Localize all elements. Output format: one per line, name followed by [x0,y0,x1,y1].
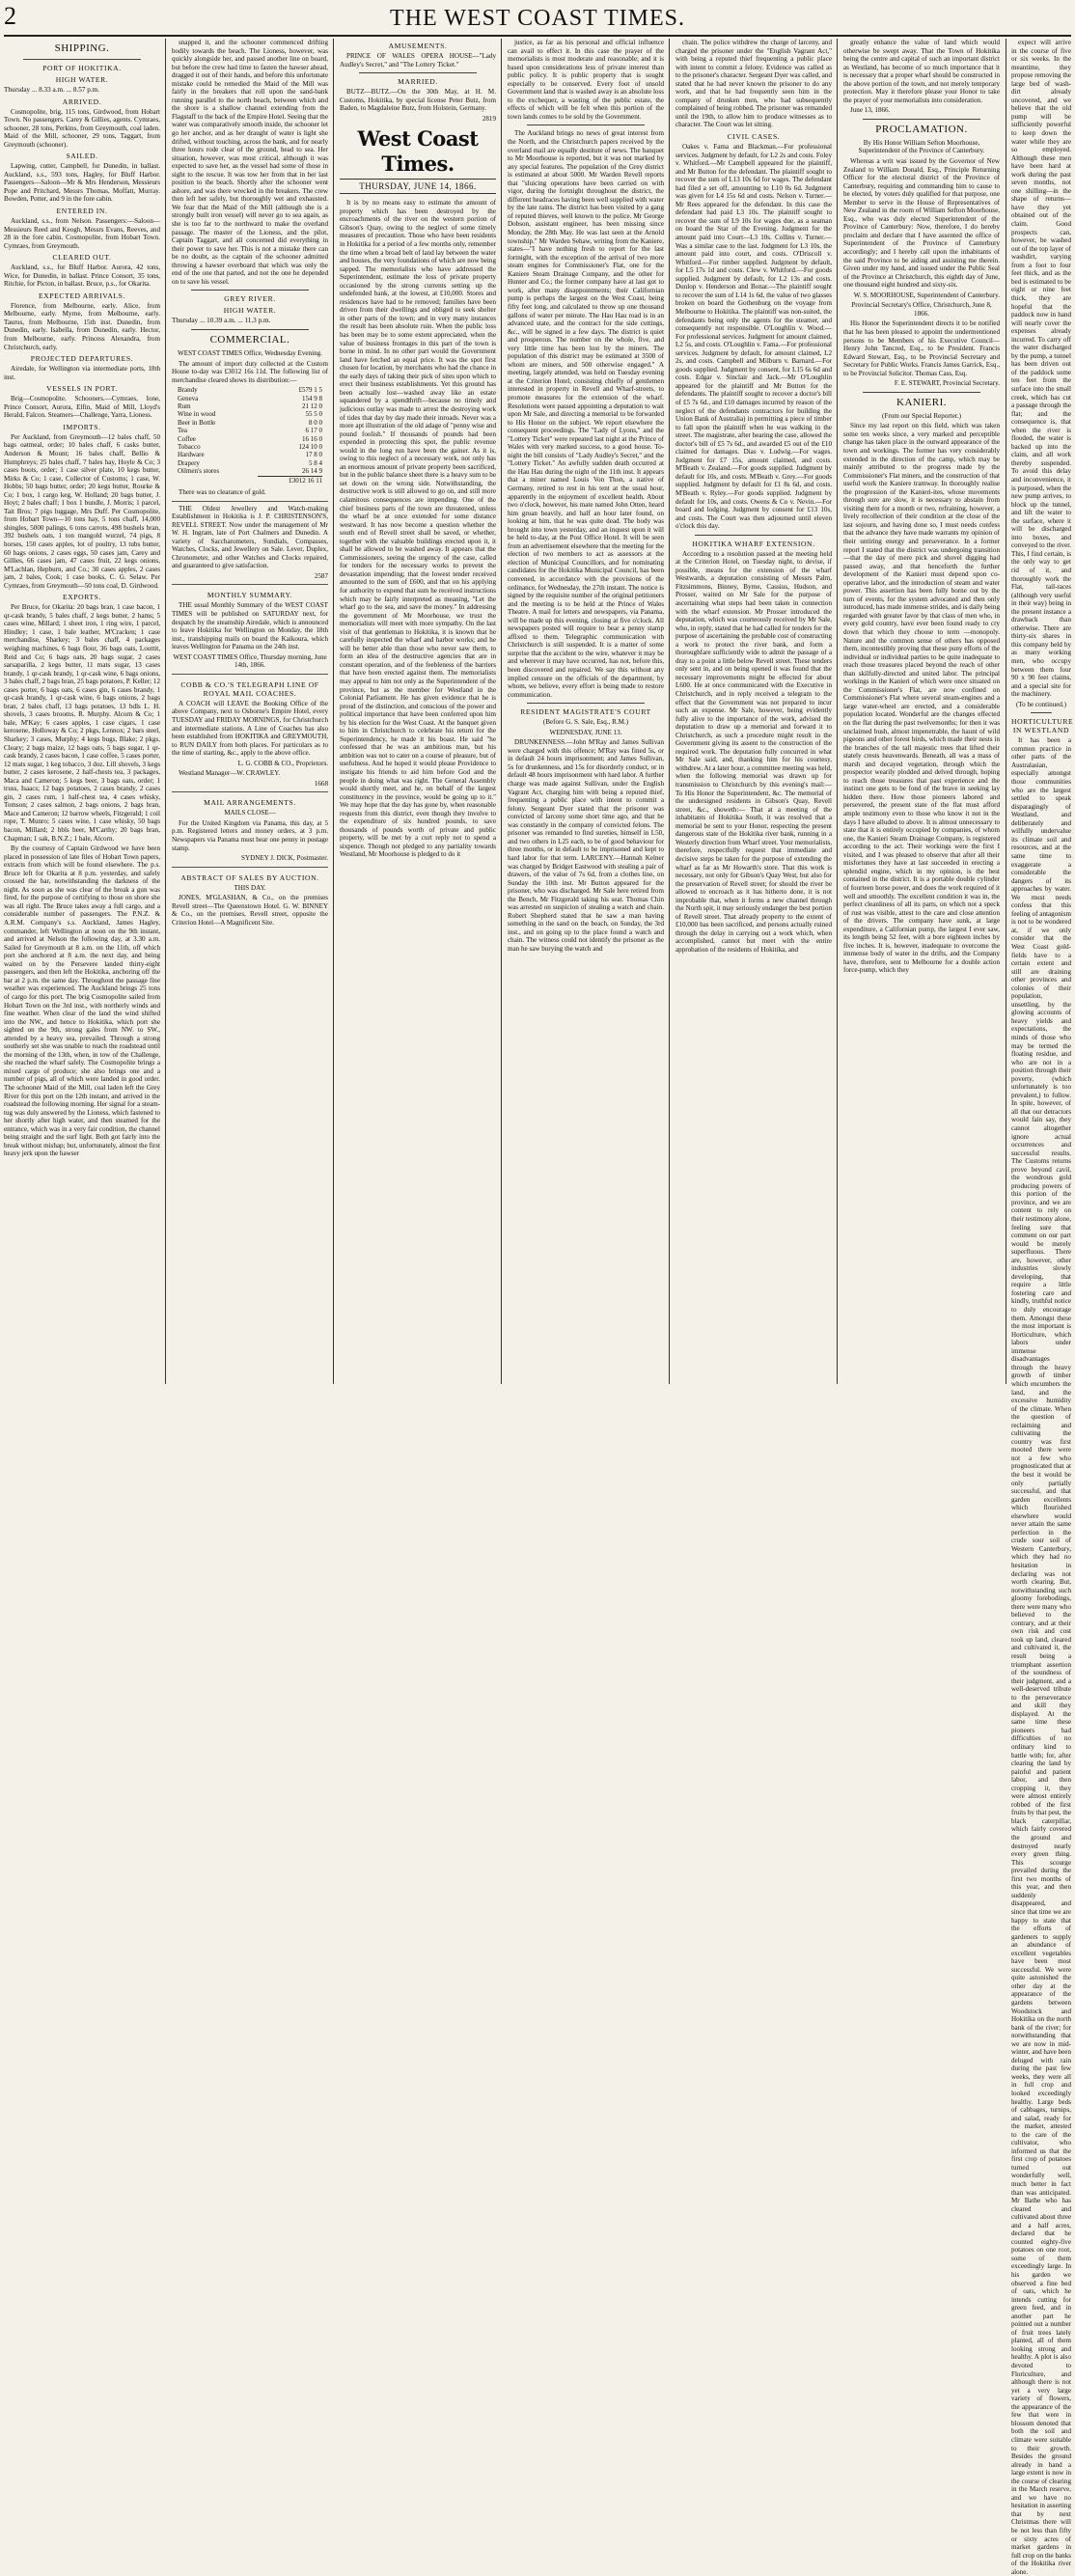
kanieri-continued: expect will arrive in the course of five or six weeks. In the meantime, they propose removing the large bed of wash-dirt already uncovered, and we believe that the old pump will be sufficiently powerful to keep down the water while they are so employed. Although these men have been hard at work during the past seven months, not one shilling—in the shape of returns—have they yet obtained out of the claim. Good prospects can, however, be washed out of the top layer of washdirt, varying from a foot to four feet thick, and as the bed is estimated to be eight or nine feet thick, they are hopeful that the paddock now in hand will nearly cover the expenses already incurred. To carry off the water discharged by the pump, a tunnel has been driven out of the paddock some ten feet from the surface into the small creek, which has cut a passage through the flat; and the consequence is, that when the river is flooded, the water is backed up into the claim, and all work thereby suspended. To avoid this delay and inconvenience, it is purposed, when the new pump arrives, to block up the tunnel, and lift the water to the surface, where it will be discharged into boxes, and conveyed to the river. This, I find certain, is the only way to get rid of it, and thoroughly work the Flat, tail-races (although very useful in their way) being in the present instance a drawback than otherwise. There are thirty-six shares in this company held by as many working men, who occupy between them four 90 x 90 feet claims, and a special site for the machinery. [1011,39,1071,699]
commercial-office: WEST COAST TIMES Office, Wednesday Evening. [178,348,322,357]
proclamation-by: By His Honor William Sefton Moorhouse, Superintendent of the Province of Canterbury. [858,138,985,155]
proclamation-text: Whereas a writ was issued by the Governor of New Zealand to William Donald, Esq., Principle Returning Officer for the electoral district of the Province of Canterbury, requiring and commanding him to cause to be elected, by voters duly qualified for that purpose, one Member to serve in the House of Representatives of New Zealand in the room of William Sefton Moorhouse, Esq., who was duly elected Superintendent of the Province of Canterbury: Now, therefore, I do hereby proclaim and declare that I have assented the office of Superintendent of the Province of Canterbury accordingly; and I hereby call upon the inhabitants of the said Province to be aiding and assisting me therein. Given under my hand, and issued under the Public Seal of the Province at Christchurch, this eighth day of June, one thousand eight hundred and sixty-six. [843,157,1000,290]
paper-title: THE WEST COAST TIMES. [390,6,685,31]
sailed-text: Lapwing, cutter, Campbell, for Dunedin, in ballast. Auckland, s.s., 593 tons, Hagley, for Bluff Harbor. Passengers—Saloon—Mr & Mrs Henderson, Messieurs Pope and Pritchard, Messrs Thomas, Moffatt, Murray. Bowden, Potter, and 9 in the fore cabin. [4,162,160,204]
columns [4,39,1074,2576]
secretary-text: His Honor the Superintendent directs it to be notified that he has been pleased to appoint the undermentioned persons to be Members of his Executive Council— Henry John Tancred, Esq., to be President. Francis Edward Stewart, Esq., to be Provincial Secretary and Secretary for Public Works. Francis James Garrick, Esq., to be Provincial Solicitor. Thomas Cass, Esq. [843,319,1000,377]
shipping-heading: SHIPPING. [54,42,110,54]
duty-value: 55 5 0 [305,410,322,419]
monthly-signature: WEST COAST TIMES Office, Thursday morning, June 14th, 1866. [173,652,327,670]
kanieri-text: Since my last report on this field, which was taken some ten weeks since, a very marked and perceptible change has taken place in the outward appearance of the town and workings. The former has very considerably extended in the direction of the camp, which may be mainly attributed to the progress made by the Commissioner's Flat miners, and the construction of that useful work the Kaniere tramway. In thoroughly realise the progression of the Kanieri-ites, whose movements through sure are slow, it is necessary to abstain from visiting them for a month or two, refraining, however, a lively recollection of their condition at the close of the last sojourn, and having done so, I must needs confess that the advance they have made warrants my opinion of their untiring energy and perseverance. In a former report I stated that the district was undergoing transition—that the day of mere pick and shovel digging had passed away, and that henceforth the further development of the Kanieri must depend upon co-operative labor, and the introduction of steam and water power. This assertion has been fully borne out by the turn of events, for the system advocated and then only introduced, has made immense strides, and is daily being regarded with greater favor by that class of men who, in every gold country, have ever been found ready to cry down that which they choose to term —monopoly. Nature and the common sense of others has opposed them, incontestibly proving that these puny efforts of the individual or individual parties to be quite inadequate to reach those treasures placed beyond the reach of other than skilfully-directed and united labor. The principal workings in the Kanieri of which were once situated on the Commissioner's Flat, are now confined on Commissioner's Flat where several steam-engines and a large water-wheel are erected, and a considerable population located. Wonderful are the changes effected on the flat during the past twelvemonths; for then it was unclaimed bush, almost impenetrable, the haunt of wild pigeons and other forest birds, which made their nests in the branches of the tall majestic trees that lifted their stately crests heavenwards. Beneath, all was a mass of marsh and decayed vegetation, through which the prospector wearily plodded and delved through, hoping to reach those treasures that past experience and the instinct one gets to be fond of the brave in seeking lay hidden there. How those pioneers labored and persevered, the present state of the flat must afford ample testimony even to those who know it not in the days I have alluded to above. It is almost unnecessary to state that it is entirely occupied by companies, of whom one, the Kanieri Steam Drainage Company, is registered according to the act. Their workings were the first I visited, and I was pleased to observe that after all their misfortunes they have at last succeeded in erecting a splendid engine, which in my opinion, is the best contained in the district. It is a portable double cylinder of fourteen horse power, and does the work required of it well and smoothly. The excellent condition it was in, the perfect cleanliness of all its parts, on which not a speck of rust was visible, attest to the care and close attention of the drivers. The company have sunk, at large expenditure, a Californian pump, the largest I ever saw, its length being 52 feet, with a bore eighteen inches by five inches. It is, however, inadequate to overcome the immense body of water in the drifts, and the Company have, therefore, sent to Melbourne for a double action force-pump, which they [843,422,1000,975]
divider [191,329,309,330]
civil-cases-heading: CIVIL CASES. [727,132,781,142]
leader-continued: justice, as far as his personal and official influence can avail to effect it. In this case the prayer of the memorialists is most moderate and reasonable; and it is based upon considerations less of private interest than public policy. It is public property that is sought especially to be conserved. Every foot of unsold Government land that is washed away is an absolute loss to the exchequer, a wasting of the public estate, the effects of which will be felt when this portion of the town lands comes to be sold by the Government. [508,39,664,121]
divider [1031,712,1052,713]
duty-row [178,410,322,418]
monthly-heading: MONTHLY SUMMARY. [207,591,293,600]
divider [695,535,813,536]
inport-text: Brig—Cosmopolite. Schooners.—Cymraes, Ione, Prince Consort, Aurora, Elfin, Maid of Mill, Lloyd's Herald, Falcon. Steamers—Challenge, Yarra, Lioness. [4,395,160,420]
court-heading: RESIDENT MAGISTRATE'S COURT [520,707,651,717]
married-heading: MARRIED. [398,77,438,87]
duty-item: Drapery [178,458,200,467]
duty-item: Geneva [178,394,199,402]
divider [359,72,477,73]
commercial-text: The amount of import duty collected at the Custom House to-day was £3012 16s 11d. The following list of merchandise cleared shows its distribution:— [172,359,328,384]
cleared-text: Auckland, s.s., for Bluff Harbor. Aurora, 42 tons, Wice, for Dunedin, in ballast. Prince Consort, 35 tons, Ritchie, for Picton, in ballast. Bruce, p.s., for Okarita. [4,263,160,289]
column-news [508,39,664,1384]
column-shipping [4,39,160,1384]
exports-text: Per Bruce, for Okarita: 20 bags bran, 1 case bacon, 1 qr-cask brandy, 5 bales chaff, 2 kegs butter, 2 hams; 5 cases wine, Millard; 1 sheet iron, 1 ring wire, 1 parcel, Hindley; 1 case, 1 bale leather, M'Cracken; 1 case merchandise, Sharkey; 3 bales chaff, 4 packages weighing machines, 6 bags flour, 36 bags oats, Louttit, Reid and Co; 6 bags oats, 20 bags sugar, 2 cases sarsaparilla, 2 kegs butter, 11 mats sugar, 13 cases brandy, 1 qr-cask brandy, 1 qr-cask wine, 6 bags onions, 3 bales chaff, 2 bags bran, 25 bags potatoes, P. Keller; 12 cases porter, 6 bags oats, 6 cases gin, 6 cases brandy, 1 qr-cask brandy, 1 qr-cask wine, 6 bags onions, 2 bags bran, 2 bales chaff, 13 bags potatoes, 13 bdls L. H. shovels, 3 cases brooms, R. Murphy. Alcorn & Co; 1 bale, M'Kay; 6 cases apples, 1 case cigars, 1 case kerosene, Holloway & Co; 2 pkgs, Lennox; 2 bars steel, Sharkey; 3 cases, Murphy; 4 kegs bugs, Blake; 2 pkgs, Cleary; 2 bags maize, 12 bags oats, 5 bags sugar, 1 qr-cask brandy, 2 cases bacon, 1 case coffee, 5 cases porter, 12 mats sugar, 1 keg tobacco, 3 doz. Lill shovels, 3 kegs butter, 2 cases kerosene, 2 half-chests tea, 3 packages, Maca and Cameron; 5 kegs beer, 3 bags oats, order; 1 truss, Isaacs; 12 bags potatoes, 2 cases brandy, 2 cases gin, 2 cases rum, 1 half-chest tea, 4 cases whisky, Tomson; 2 cases salmon, 2 bags onions, 2 bags bran, Mace and Cameron; 12 barrow wheels, Fitzgerald; 1 coil rope, T. Munro; 5 cases wine, 1 case whisky, 50 bags bacon, Millard; 2 bbls beer, M'Carthy; 20 bags bran, Chapman; 1 sak, B.N.Z.; 1 bale, Alcorn. [4,603,161,843]
cobb-text: A COACH will LEAVE the Booking Office of the above Company, next to Osborne's Empire Hotel, every TUESDAY and FRIDAY MORNINGS, for Christchurch and intermediate stations. A Line of Coaches has also been established from HOKITIKA and GREYMOUTH, to RUN DAILY from both places. For particulars as to the time of starting, &c., apply to the above office. [172,699,328,758]
jewellery-advert [172,501,328,581]
high-water-times: Thursday ... 8.33 a.m. ... 8.57 p.m. [4,86,100,94]
monthly-summary-advert [172,584,328,669]
court-subheading: (Before G. S. Sale, Esq., R.M.) [542,718,629,727]
cleared-label: CLEARED OUT. [52,253,112,263]
duty-row [178,402,322,410]
commercial-heading: COMMERCIAL. [209,333,290,346]
column-rule [165,39,166,1384]
duty-item: Oilmen's stores [178,467,220,476]
horticulture-text: It has been a common practice in other parts of the Australasian, especially amongst those communities who are the largest settled to speak disparagingly of Westland, and deliberately and wilfully undervalue its climate soil and resources, and at the same time to exaggerate a considerable the dangers of its approaches by water. We must needs confess that this feeling of antagonism is not to be wondered at, if we only consider that the West Coast gold-fields have to a certain extent and still are draining other provinces and colonies of their population, unsettling, by the glowing accounts of heavy yields and expectations, the minds of those who may be termed the floating residue, and who are not in a position through their poverty, (which unfortunately is too prevalent,) to follow. In spite, however, of all that our detractors would fain say, they cannot altogether ignore actual occurrences and successful results. The Customs returns prove beyond cavil, the wondrous gold producing powers of this portion of the province, and we are content to rely on their testimony alone, feeling sure that comment on our part would be merely superfluous. There are, however, other industries slowly developing, that require a little fostering care and kindly, truthful notice to duly encourage them. Amongst these the most important is Horticulture, which labors under immense disadvantages through the heavy growth of timber which encumbers the land, and the excessive humidity of the climate. When the question of reclaiming and cultivating the country was first mooted there were not a few who prognosticated that at the best it would be only partially successful, and that garden excellents which flourished elsewhere would never attain the same perfection in the crude sour soil of Western Canterbury, which they had no hesitation in declaring was not worth clearing. But, notwithstanding such gloomy forebodings, there were many who believed to the contrary, and at their own risk and cost took up land, cleared and cultivated it, the result being a triumphant assertion of the soundness of their judgment, and a well-deserved tribute to the perseverance and skill they displayed. At the same time these pioneers had difficulties of no ordinary kind to battle with; for, after clearing the land by painful and patient labor, and then cropping it, they were almost entirely robbed of the first fruits by that pest, the black caterpillar, which fairly covered the ground and destroyed nearly every green thing. This scourge prevailed during the first two months of this year, and then suddenly disappeared, and since that time we are happy to state that the efforts of gardeners to supply an abundance of excellent vegetables have been most successful. We were quite astonished the other day at the appearance of the gardens between Woodstock and Hokitika on the north bank of the river; for notwithstanding that we are now in mid-winter, and have been deluged with rain during the past few weeks, they were all in full crop and looked exceedingly healthy. Large beds of cabbages, turnips, and salad, ready for the market, attested to the care of the cultivator, who informed us that the first crop of potatoes turned out wonderfully well, much better in fact than was anticipated. Mr Bathe who has cleared and cultivated about three and a half acres, declared that he counted eighty-five potatoes on one root, some of them exceedingly large. In his garden we observed a fine bed of oats, which he intends cutting for green feed, and in another part he pointed out a number of fruit trees lately planted, all of them looking strong and healthy. A plot is also devoted to Floriculture, and although there is not yet a very large variety of flowers, the appearance of the few that were in blossom denoted that both the soil and climate were suitable to their growth. Besides the ground already in hand a large extent is now in the course of clearing in the March reserve, and we have no hesitation in asserting that by next Christmas there will be not less than fifty or sixty acres of market gardens in full crop on the banks of the Hokitika river alone. [1011,736,1071,2576]
duty-total: £3012 16 11 [258,476,322,485]
shipping-continued: snapped it, and the schooner commenced drifting bodily towards the beach. The Lioness, however, was quickly alongside her, and passed another line on board, but before the crew had time to fasten the hawser ahead, dragged it out of their hands, and before this unfortunate mistake could be remedied the Maid of the Mill was fairly in the breakers that roll upon the sand-bank running parallel to the north beach, between which and the shore is a shallow channel extending from the Flagstaff to the back of the Empire Hotel. Seeing that the water was comparatively smooth inside, the schooner let go her anchor, and as her draught of water is light she drifted, without touching, across the bank, and for nearly three hours rode clear of the ground, head to sea. Her situation, however, was most critical, although it was expected to save her, as the vessel had some of those in sight to the rescue. It was tow her from that in her last position to the beach. Shortly after the schooner went ashore, and was there wrecked in the breakers. The crew then left her safely, but thoroughly wet and exhausted. We fear that the Maid of the Mill (although she is a strongly built iron vessel) will never go to sea again, as she is too far to the northward to make the overland passage. The master of the Lioness, and the pilot, Captain Taggart, and all concerned did everything in their power to save her. This is not a mistake there can be no doubt, as the captain of the schooner admitted throwing a hawser overboard that which was only the end of the one that parted, and not the one he depended on to save his vessel. [172,39,328,286]
jewellery-text: THE Oldest Jewellery and Watch-making Establishment in Hokitika is J. P. CHRISTENSON'S, REVELL STREET. Now under the management of Mr W. H. Ingram, late of Port Chalmers and Dunedin. A variety of Saccharometers, Sundials, Compasses, Watches, Clocks, and Jewellery on Sale. Lever, Duplex, Chronometer, and other Watches and Clocks repaired, and guaranteed to give satisfaction. [172,504,328,570]
mail-heading: MAIL ARRANGEMENTS. [204,798,296,808]
secretary-heading: Provincial Secretary's Office, Christchurch, June 8, 1866. [851,301,992,318]
amusements-heading: AMUSEMENTS. [388,42,448,50]
duty-item: Rum [178,402,191,410]
court-continued: chain. The police withdrew the charge of larceny, and charged the prisoner under the "English Vagrant Act," with being a reputed thief frequenting a public place with intent to commit a felony. Evidence was called as to the prisoner's character. Sergeant Dyer was called, and stated that he had never known the prisoner to do any work, and that he had frequently seen him in the company of drunken men, who had subsequently complained of being robbed. The prisoner was remanded until the 19th, to allow him to produce witnesses as to character. The Court was let sitting. [675,39,832,129]
no-clearance-note: There was no clearance of gold. [179,488,266,497]
arrived-text: Cosmopolite, brig, 115 tons, Girdwood, from Hobart Town. No passengers. Carey & Gillies, agents. Cymraes, schooner, 28 tons, Perkins, from Greymouth, coal laden. Maid of the Mill, schooner, 29 tons, Taggart, from Greymouth (schooner). [4,107,160,149]
cobb-manager: Westland Manager—W. CRAWLEY. [179,769,281,778]
cobb-number: 1668 [314,779,328,788]
divider [527,703,645,704]
page-number: 2 [4,2,16,30]
issue-date: THURSDAY, JUNE 14, 1866. [340,179,496,194]
duty-item: Wine in wood [178,410,216,419]
expected-label: EXPECTED ARRIVALS. [39,291,125,300]
duty-value: 26 14 9 [302,467,322,476]
projected-label: PROJECTED DEPARTURES. [30,354,134,364]
shipping-news: By the courtesy of Captain Girdwood we have been placed in possession of late files of Hobart Town papers, extracts from which will be found elsewhere. The p.s. Bruce left for Okarita at 8 p.m. yesterday, and safely crossed the bar, notwithstanding the darkness of the night. As soon as she was clear of the break a gun was fired, for the purpose of certifying to those on shore she was all right. The Bruce takes away a full cargo, and a considerable number of passengers. The P.N.Z. & A.R.M. Company's s.s. Auckland, James Hagley, commander, left Wellington at noon on the 9th instant, and arrived at Nelson the following day, at 3.30 a.m. Sailed for Greymouth at 8 a.m. on the 11th, off which port she anchored at 8 a.m. the next day, and being waited on by the Persevere landed thirty-eight passengers, and then left the Hokitika, anchoring off the bar at 2 p.m. the same day. Throughout the passage fine weather was experienced. The Auckland brings 25 tons of cargo for this port. The brig Cosmopolite sailed from Hobart Town on the 3rd inst., with northerly winds and fine weather. When clear of the land the wind shifted into the NW., and hence to Hokitika, which port she sighted on the 9th, strong gales from NW. to SW., attended by a heavy sea, prevailed. Through a strong southerly set she was unable to reach the roadstead until the morning of the 13th, when, in tow of the Challenge, she reached the wharf safely. The Cosmopolite brings a mixed cargo of produce; she also brings one and a number of pigs, all of which were landed in good order. The schooner Maid of the Mill, coal laden left the Grey River for this port on the 12th instant, and arrived in the roadstead the following morning. Her signal for a steam-tug was duly answered by the Lioness, which fastened to her shortly after high water, and then steamed for the entrance, which was in a very fair condition, the channel being straight and the surf light. Both got fairly into the break without mishap; but, unfortunately, almost the first heavy jerk upon the hawser [4,845,160,1158]
kanieri-heading: KANIERI. [896,396,947,408]
duty-value: 17 8 0 [305,451,322,459]
abstract-subheading: THIS DAY. [234,883,266,892]
civil-cases-text: Oakes v. Fama and Blackman.—For professional services. Judgment by default, for L2 2s and costs. Foley v. Whitford.—Mr Campbell appeared for the plaintiff, and Mr Button for the defendant. The plaintiff sought to recover the sum of L13 10s 6d for wages. The defendant had filed a set off, amounting to L10 0s 6d. Judgment was given for L4 15s 6d and costs. Nelson v. Turner.—Mr Rees appeared for the defendant. In this case the defendant had paid L3 10s. The plaintiff sought to recover the sum of L9 10s for wages due, as a seaman on board the Star of the Evening. Judgment for the amount paid into Court—L3 10s. Collins v. Turner.—Was a similar case to the last. Judgment for L3 10s, the amount paid into court, and costs. O'Driscoll v. Whitford.—For timber supplied. Judgment by default, for L5 17s 1d and costs. Clew v. Whitford.—For goods supplied. Judgment by default, for L2 13s and costs. Dunlop v. Henderson and Bonar.—The plaintiff sought to recover the sum of L14 1s 6d, the value of two glasses broken on board the Gothenburg on the voyage from Melbourne to Hokitika. The plaintiff was non-suited, the defendants being only the agents for the steamer, and consequently not responsible. O'Loughlin v. Wood.—For professional services. Judgment for amount claimed, L2 5s, and costs. O'Loughlin v. Fama.—For professional services. Judgment by default, for amount claimed, L2 2s, and costs. Campbell and Milburn v. Barnard.—For goods supplied. Judgment by consent, for L15 6s 6d and costs. Edgar v. Sinclair and Jack.—Mr O'Loughlin appeared for the plaintiff and Mr Button for the defendants. The plaintiff sought to recover a doctor's bill of £5 7s 6d., and £10 damages incurred by reason of the neglect of the defendants contractors for building the Union Bank of Australia) in permitting a piece of timber to fall upon the plaintiff when he was walking in the street. The magistrate, after hearing the case, allowed the doctor's bill of £5 7s 6d., and awarded £5 out of the £10 claimed for damages. Dias v. Ludwig.—For wages. Judgment for £7 15s, amount claimed, and costs. M'Beath v. Zealand.—For goods supplied. Judgment by default for 10s, and costs. M'Beath v. Grey.—For goods supplied. Judgment by default for £1 8s 6d, and costs. M'Beath v. Ryley.—For goods supplied. Judgment by default for 10s, and costs. Owens & Co v. Nevin.—For board and lodging. Judgment by consent for £13 10s, and costs. The Court was then adjourned until eleven o'clock this day. [675,143,832,531]
married-text: BUTZ—BUTZ.—On the 30th May, at H. M. Customs, Hokitika, by special license Peter Butz, from Baden, to Magdaleine Butz, from Holstein, Germany. [340,88,496,113]
port-heading: PORT OF HOKITIKA. [42,64,122,72]
wharf-heading: HOKITIKA WHARF EXTENSION. [692,539,815,548]
duty-value: 5 8 4 [309,458,322,467]
duty-row [178,443,322,451]
duty-row [178,459,322,467]
mail-text: For the United Kingdom via Panama, this day, at 5 p.m. Registered letters and money orders, at 3 p.m. Newspapers via Panama must bear one penny in postage stamp. [172,818,328,852]
jewellery-number: 2587 [314,571,328,580]
secretary-signature: F. E. STEWART, Provincial Secretary. [894,379,1000,388]
duty-value: 8 0 0 [309,418,322,427]
cobb-advert [172,674,328,788]
mail-signature: SYDNEY J. DICK, Postmaster. [241,854,328,863]
duty-row [178,451,322,458]
horticulture-heading: HORTICULTURE IN WESTLAND [1011,717,1074,735]
divider [23,59,141,60]
column-commercial [172,39,328,1384]
duty-row [178,419,322,427]
duty-value: 16 16 0 [302,434,322,443]
column-court [675,39,832,1384]
grey-river-heading: GREY RIVER. [224,294,276,304]
leader-article: It is by no means easy to estimate the amount of property which has been destroyed by the encroachments of the river on the western portion of Gibson's Quay, owing to the neglect of some timely measures of precaution. Those who have been residents in Hokitika for a period of a few months only, remember the time when a broad belt of land lay between the water and houses, the very foundations of which are now being sapped. The memorialists who have addressed the Superintendent, estimate the loss of private property occasioned by the strong currents setting up the undefended bank, at the lowest, at £10,000. Stores and residences have had to be removed; families have been driven from their dwellings and obliged to seek shelter in other parts of the town; and in very many instances the result has been absolute ruin. When the public loss has been may be to some extent appreciated, when the value of business frontages in this part of the town is borne in mind. In no other part would the Government land have fetched an equal price. It was the spot first chosen for location, by merchants who had the chance in the early days of taking their pick of sites upon which to erect their business establishments. Yet this ground has been actually lost—washed away like an estate squandered by a spendthrift—because no timely and judicious outlay was made to arrest the destroying work of tides that day by day made their inroads. Never was a more apt illustration of the old adage of "penny wise and pound foolish." If thousands of pounds had been expended in protecting this spot, the public revenue would in the long run have been the gainer. As it is, owing to this neglect of a necessary work, not only has an enormous amount of private property been sacrificed, but in the public balance sheet there is a heavy sum to be set down on the wrong side. Notwithstanding, the destructive work is still allowed to go on, and still more calamitous consequences are impending. One of the chief business parts of the town are threatened, unless the wharf be at once extended for some distance westward. It has now become a question whether the south end of Revell street shall be saved, or whether, together with the valuable buildings erected upon it, it shall be allowed to be washed away. It appears that the Commissioners, seeing the urgency of the case, called for tenders for the necessary works to prevent the devastation impending; that the lowest tender received amounted to the sum of £600, and that on his applying for authority to expend that sum he received instructions which may be fairly interpreted as meaning, "Let the wharf go to the sea, and save the money." In addressing the government of Mr Moorhouse, we trust the memorialists will meet with more sympathy. On the last visit of that gentleman to Hokitika, it is known that he carefully inspected the wharf and harbor works; and he will be better able than those who never saw them, to form an idea of the destructive agencies that are in constant operation, and of the feebleness of the barriers that have been erected against them. The memorialists may appeal to him not only as the Superintendent of the province, but as the member for Westland in the Colonial Parliament. He has given evidence that he is proud of the distinction, and conscious of the power and political importance that have been conferred upon him by his election for the West Coast. At the banquet given to him in Christchurch to celebrate his return for the Superintendency, he made it his boast. He said "he confessed that he was an ambitious man, but his ambition was not to cater on a course of pleasure, but of usefulness. And he hoped it would please Providence to instigate his friends to aid him before God and the people in doing what was right. The General Assembly would shortly meet, and he, on behalf of the largest constituency in the province, would be going up to it." We may hope that the day has gone by, when reasonable requests from this district, even though they involve to the expenditure of six hundred pounds, to save thousands of pounds worth of private and public property, will be met by a curt reply not to spend a sixpence. Though not pledged to any partiality towards Westland, Mr Moorhouse is pledged to do it [340,199,496,859]
court-text: DRUNKENNESS.—John M'Ray and James Sullivan were charged with this offence; M'Ray was fined 5s, or in default 24 hours imprisonment; and James Sullivan, 5s for drunkenness, and 15s for disorderly conduct, or in default 48 hours imprisonment with hard labor. A further charge was made against Sullivan, under the English Vagrant Act, charging him with being a reputed thief, frequenting a public place with intent to commit a felony. Sergeant Dyer stated that the prisoner was convicted of larceny some short time ago, and that he was constantly in the company of convicted felons. The prisoner was remanded to find sureties, himself in L50, and two others in L25 each, to be of good behaviour for three months, or in default to be imprisoned and kept to hard labor for that term. LARCENY.—Hannah Kelner was charged by Bridget Eastwood with stealing a pair of drawers, of the value of 7s 6d, from a clothes line, on Sunday the 10th inst. Mr Button appeared for the prisoner, who was discharged. Mr Sale here retired from the Bench, Mr Fitzgerald taking his seat. Thomas Chin was arrested on suspicion of stealing a watch and chain. Robert Shepherd stated that he saw a man having something in the sand on the beach, on Sunday, the 3rd inst., and on going up to the place found a watch and chain. The witness could not identify the prisoner as the man he saw burying the watch and [508,738,664,953]
duty-row [178,395,322,402]
column-rule [669,39,670,1384]
column-horticulture [1011,39,1074,2576]
arrived-label: ARRIVED. [62,97,102,106]
duty-table [178,386,322,485]
duty-value: 6 17 0 [305,427,322,435]
news-paragraphs: The Auckland brings no news of great interest from the North, and the Christchurch papers received by the overland mail are equally destitute of news. The banquet to Mr Moorhouse is reported, but it was not marked by any special features. The population of the Grey district is estimated at about 5000. Mr Warden Revell reports that "sluicing operations have been carried on with vigor, during the fortnight throughout the district, the different headraces having been well supplied with water by the late rains. The district has been visited by a gang of reputed thieves, well known to the police. Mr George Dobson, assistant engineer, has been missing since Monday, the 28th May. He was last seen at the Arnold township." Mr Warden Sehaw, writing from the Kaniere, states—"I have nothing fresh to report for the last fortnight, with the exception of the arrival of two more steam engines for Commissioner's Flat, one for the Kaniere Steam Drainage Company, and the other for Hunter and Co.; the former company have at last got to work, after many disappointments; their Californian pump is perhaps the largest on the West Coast, being fifty feet long, and calculated to throw up one thousand gallons of water per minute. The Hau Hau road is in an advanced state, and the contract for the side cuttings, &c., will be signed in a few days. The district is quiet and prosperous. The number on the whole, five, and very little time has been lost by the miners. The population of this district may be estimated at 3500 of whom are miners, and 500 otherwise engaged." A meeting, largely attended, was held on Tuesday evening at the Criterion Hotel, consisting chiefly of gentlemen interested in property in Revell and Wharf-streets, to promote measures for the extension of the wharf. Resolutions were passed appointing a deputation to wait upon Mr Sale, and directing a memorial to be forwarded to His Honor on the subject. We report elsewhere the consequent proceedings. The "Lady of Lyons," and the "Lottery Ticket" were repeated last night at the Prince of Wales with very marked success, to a good house. To-night the bill consists of "Lady Audley's Secret," and the "Lottery Ticket." An awfully sudden death occurred at the Hau Hau during the night of the 11th inst. It appears that a miner named Louis Von Thon, a native of Germany, retired to rest in his tent at the usual hour, apparently in the enjoyment of excellent health. About two o'clock, however, his mate named John Otten, heard him groan heavily, and half an hour later found, on looking at him, that he was quite dead. The body was brought into town yesterday, and an inquest upon it will be held to-day, at the Post Office Hotel. It will be seen from an advertisement elsewhere that the meeting for the election of two members to act as assessors at the election of Municipal Councillors, and for nominating candidates for the Hokitika Municipal Council, has been convened, in accordance with the provisions of the ordinance, for Wednesday, the 27th instant. The notice is signed by the requisite number of the original petitioners and the meeting is to be held at the Prince of Wales Theatre. A mail for letters and newspapers, via Panama, will be made up this evening, closing at five o'clock. All newspapers posted will require to bear a penny stamp affixed to them. Telegraphic communication with Christchurch is still suspended. It is a matter of some surprise that the accident to the wire, whatever it may be and wherever it may have occurred, has not, before this, been discovered and repaired. We say this without any implied censure on the officials of the department, by whom, we believe, every effort is being made to restore communication. [508,129,664,699]
column-rule [333,39,334,1384]
divider [191,290,309,291]
duty-item: Tea [178,427,188,435]
duty-row [178,427,322,434]
duty-value: 124 10 0 [298,442,322,451]
grey-high-water-times: Thursday ... 10.39 a.m. ... 11.3 p.m. [172,317,271,325]
auction-abstract [172,867,328,928]
abstract-heading: ABSTRACT OF SALES BY AUCTION. [180,873,319,882]
duty-row [178,467,322,476]
abstract-text: JONES, M'GLASHAN, & Co., on the premises Revell street—The Queenstown Hotel. G. W. BINNEY & Co., on the premises, Revell street, opposite the Criterion Hotel—A Magnificent Site. [172,894,328,927]
column-rule [837,39,838,1384]
duty-item: Tobacco [178,442,201,451]
duty-item: Brandy [178,386,198,395]
entered-text: Auckland, s.s., from Nelson. Passengers:—Saloon—Messieurs Reed and Keogh, Messrs Evans, Reeves, and 28 in the fore cabin. Cosmopolite, from Hobart Town. Cymraes, from Greymouth. [4,217,160,250]
grey-high-water-label: HIGH WATER. [223,306,277,316]
exports-label: EXPORTS. [63,593,101,602]
duty-row [178,386,322,394]
paper-nameplate: West Coast Times. [357,126,479,177]
married-number: 2819 [482,114,496,123]
column-proclamation [843,39,1000,1384]
proclamation-heading: PROCLAMATION. [875,123,968,135]
amusements-text: PRINCE OF WALES OPERA HOUSE—"Lady Audley's Secret," and "The Lottery Ticket." [340,52,496,69]
imports-label: IMPORTS. [63,422,101,431]
kanieri-subheading: (From our Special Reporter.) [882,411,961,420]
court-date: WEDNESDAY, JUNE 13. [549,728,622,736]
duty-value: £579 1 5 [298,386,322,395]
mail-arrangements [172,791,328,862]
monthly-text: THE usual Monthly Summary of the WEST COAST TIMES will be published on SATURDAY next, for despatch by the steamship Airedale, which is announced to leave Hokitika for Wellington on Monday, the 18th inst., transhipping mails on board the Kaikoura, which leaves Wellington for Panama on the 24th inst. [172,601,328,651]
divider [863,119,980,120]
entered-label: ENTERED IN. [56,207,108,216]
column-rule [501,39,502,1384]
duty-row [178,435,322,443]
to-be-continued: (To be continued.) [1015,700,1067,708]
duty-value: 21 12 0 [302,402,322,410]
wharf-continued: greatly enhance the value of land which would otherwise be swept away. That the Town of Hokitika being the centre and capital of such an important district as Westland, has become of so much importance that it is necessary that a proper wharf should be constructed in the above portion of the town, and not merely temporary protection. May it therefore please your Honor to take the prayer of your memorialists into consideration. [843,39,1000,104]
duty-value: 154 9 8 [302,394,322,402]
proclamation-signature: W. S. MOORHOUSE, Superintendent of Canterbury. [853,291,1000,299]
projected-text: Airedale, for Wellington via intermediate ports, 18th inst. [4,365,160,381]
duty-item: Coffee [178,434,196,443]
column-leader [340,39,496,1384]
cobb-signature: L. G. COBB & CO., Proprietors. [237,759,328,767]
cobb-heading: COBB & CO.'S TELEGRAPH LINE OF ROYAL MAIL COACHES. [180,679,319,698]
masthead [4,2,1071,37]
mail-subheading: MAILS CLOSE— [224,809,276,817]
expected-text: Florence, from Melbourne, early. Alice, from Melbourne, early. Myrne, from Melbourne, early. Taurus, from Melbourne, 15th inst. Dunedin, from Dunedin, early. Isabella, from Dunedin, early. Hector, from Melbourne, early. Princess Alexandra, from Christchurch, early. [4,301,160,351]
imports-text: Per Auckland, from Greymouth—12 bales chaff, 50 bags oatmeal, order; 10 bales chaff, 6 casks butter, Anderson & Mount; 16 bales chaff, Bellio & Humphreys; 25 bales chaff, 7 bales hay, Hoyle & Co; 3 cases boots, order; 1 case silver plate, 10 kegs butter, Mirks & Co; 1 case, Collector of Customs; 1 case, W. Hobbs; 50 bags butter, order; 20 kegs butter, Rourke & Co; 1 box, 1 cargo keg, W. Holland; 20 bags butter, J. Hoyt; 2 bales chaff; 1 box 1 bundle, J. Morris; 1 parcel, Tait Bros; 7 pigs luggage, Mrs Duff. Per Cosmopolite, from Hobart Town—10 tons hay, 5 tons chaff, 14,000 shingles, 5000 palings, 6 tons carrots, 498 bushels bran, 392 bushels oats, 1 ton mangold wurzel, 74 pigs, 8 horses, 150 cases apples, lot of poultry, 13 tubs butter, 60 bags onions, 2 cases eggs, 50 cases jam, Carey and Gillies, 66 cases jam, 47 cases fruit, 22 kegs onions, M'Lachlan, Hepburn, and Co.; 30 cases apples, 2 cases jam, 2 bales, Cook; 1 case books, C. G. Selaw. Per Cymraes, from Greymouth—50 tons coal, D. Girdwood. [4,432,160,590]
duty-item: Beer in Bottle [178,418,216,427]
wharf-text: According to a resolution passed at the meeting held at the Criterion Hotel, on Tuesday night, to devise, if possible, means for the extension of the wharf Westwards, a deputation consisting of Messrs Palm, Fitzsimmons, Binney, Byrne, Cassius, Hudson, and Prosser, waited on Mr Sale for the purpose of ascertaining what steps had been taken in connection with the wharf extension. Mr Prosser introduced the deputation, which was courteously received by Mr Sale, who, in reply, stated that he had called for tenders for the purpose of ascertaining the probable cost of constructing a work to protect the river bank, and form a thoroughfare sufficiently wide to admit the passage of a dray to a point a little below Revell street. These tenders only sent in, and on being opened it was found that the necessary improvements might be effected for about L600. He at once communicated with the Executive in Christchurch, and in reply received a telegram to the effect that the Government was not prepared to incur such an expense. Mr Sale, however, being evidently fully alive to the importance of the work, advised the deputation to draw up a memorial and forward it to Christchurch, as such a procedure might result in the Government giving its assent to the construction of the required work. The deputation fully concurred in what Mr Sale said, and, thanking him for his courtesy, withdrew. At a later hour, a committee meeting was held, when the following memorial was drawn up for transmission to Christchurch by this evening's mail:— To His Honor the Superintendent, &c. The memorial of the undersigned residents in Gibson's Quay, Revell street, &c., showeth:— That at a meeting of the inhabitants of Hokitika South, it was resolved that a memorial be sent to your Honor, respecting the present dangerous state of the Hokitika river bank, running in a Westerly direction from Wharf street. Your memorialists, therefore, respectfully request that immediate and decisive steps be taken for the purpose of extending the wharf as far as Mr Howarth's store. That this work is necessary, not only for Gibson's Quay West, but also for the preservation of Revell street; for should the river be allowed to encroach as it has hitherto done, it is not improbable that, when it forms a new channel through the North spit, it may seriously endanger the best portion of Revell street. That already property to the extent of £10,000 has been sacrificed, and persons actually ruined through the delay in carrying out a work which, when accomplished, cannot but meet with the entire approbation of the residents of Hokitika, and [675,549,832,954]
high-water-label: HIGH WATER. [55,75,109,84]
sailed-label: SAILED. [66,152,98,161]
inport-label: VESSELS IN PORT. [46,384,118,394]
duty-item: Hardware [178,451,205,459]
wharf-date: June 13, 1866. [850,106,891,115]
divider [863,392,980,393]
